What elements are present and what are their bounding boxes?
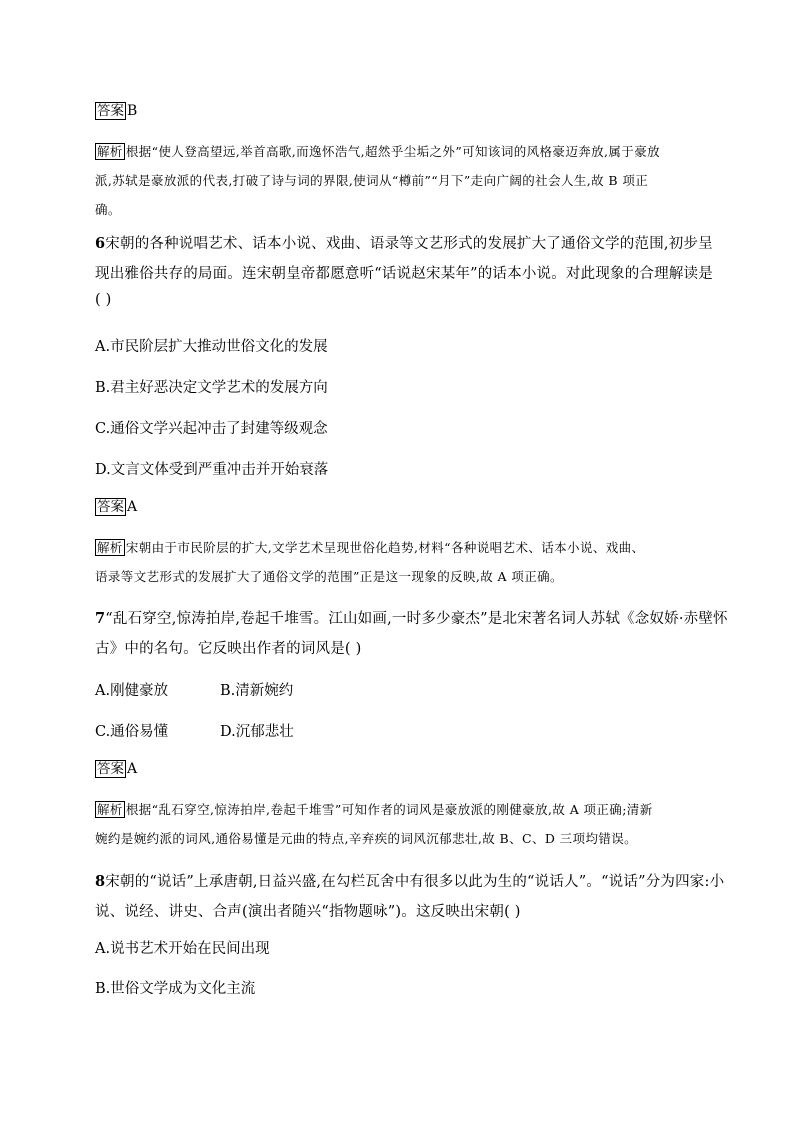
analysis-tag: 解析 [97,540,123,555]
q6-stem-line-3: ( ) [95,292,112,308]
q6-option-d[interactable]: D.文言文体受到严重冲击并开始衰落 [95,462,329,478]
q7-analysis-line-2: 婉约是婉约派的词风,通俗易懂是元曲的特点,辛弃疾的词风沉郁悲壮,故 B、C、D 三项均错误。 [95,831,638,846]
answer-value: B [127,103,138,119]
q7-stem-line-1: 7“乱石穿空,惊涛拍岸,卷起千堆雪。江山如画,一时多少豪杰”是北宋著名词人苏轼《念奴娇·赤壁怀 [95,610,728,627]
q8-stem-line-1: 8宋朝的“说话”上承唐朝,日益兴盛,在勾栏瓦舍中有很多以此为生的“说话人”。“说话”分为四家:小 [95,873,725,890]
analysis-tag: 解析 [97,144,123,159]
q8-stem-line-2: 说、说经、讲史、合声(演出者随兴“指物题咏”)。这反映出宋朝( ) [95,904,521,920]
question-number: 8 [95,873,106,890]
q5-analysis-line-3: 确。 [95,202,121,217]
question-number: 6 [95,235,106,252]
q8-option-b[interactable]: B.世俗文学成为文化主流 [95,981,256,997]
q7-stem-line-2: 古》中的名句。它反映出作者的词风是( ) [95,641,362,657]
analysis-tag: 解析 [97,802,123,817]
q6-option-a[interactable]: A.市民阶层扩大推动世俗文化的发展 [95,339,328,355]
answer-tag: 答案 [97,761,124,777]
q6-option-b[interactable]: B.君主好恶决定文学艺术的发展方向 [95,380,328,396]
q5-analysis-line-2: 派,苏轼是豪放派的代表,打破了诗与词的界限,使词从“樽前”“月下”走向广阔的社会人生,故 B 项正 [95,173,649,188]
q7-analysis-line-1: 解析 根据“乱石穿空,惊涛拍岸,卷起千堆雪”可知作者的词风是豪放派的刚健豪放,故 A 项正确;清新 [97,802,653,817]
q6-option-c[interactable]: C.通俗文学兴起冲击了封建等级观念 [95,421,328,437]
q6-analysis-line-1: 解析 宋朝由于市民阶层的扩大,文学艺术呈现世俗化趋势,材料“各种说唱艺术、话本小说、戏曲、 [97,540,645,555]
answer-tag: 答案 [97,103,124,119]
q7-option-c[interactable]: C.通俗易懂 [95,724,169,740]
question-number: 7 [95,610,106,627]
q7-option-a[interactable]: A.刚健豪放 [95,683,169,699]
answer-tag: 答案 [97,499,124,515]
q7-answer [95,760,137,778]
q6-analysis-line-2: 语录等文艺形式的发展扩大了通俗文学的范围”正是这一现象的反映,故 A 项正确。 [95,569,563,584]
q5-analysis-line-1: 解析 根据“使人登高望远,举首高歌,而逸怀浩气,超然乎尘垢之外”可知该词的风格豪迈奔放,属于豪放 [97,144,660,159]
q6-answer [95,498,137,516]
q8-option-a[interactable]: A.说书艺术开始在民间出现 [95,941,270,957]
q7-option-d[interactable]: D.沉郁悲壮 [220,724,294,740]
q6-stem-line-1: 6宋朝的各种说唱艺术、话本小说、戏曲、语录等文艺形式的发展扩大了通俗文学的范围,初步呈 [95,235,713,252]
answer-value: A [127,761,138,777]
q7-option-b[interactable]: B.清新婉约 [220,683,294,699]
answer-value: A [127,499,138,515]
q6-stem-line-2: 现出雅俗共存的局面。连宋朝皇帝都愿意听“话说赵宋某年”的话本小说。对此现象的合理解读是 [95,266,713,282]
q5-answer [95,102,137,120]
